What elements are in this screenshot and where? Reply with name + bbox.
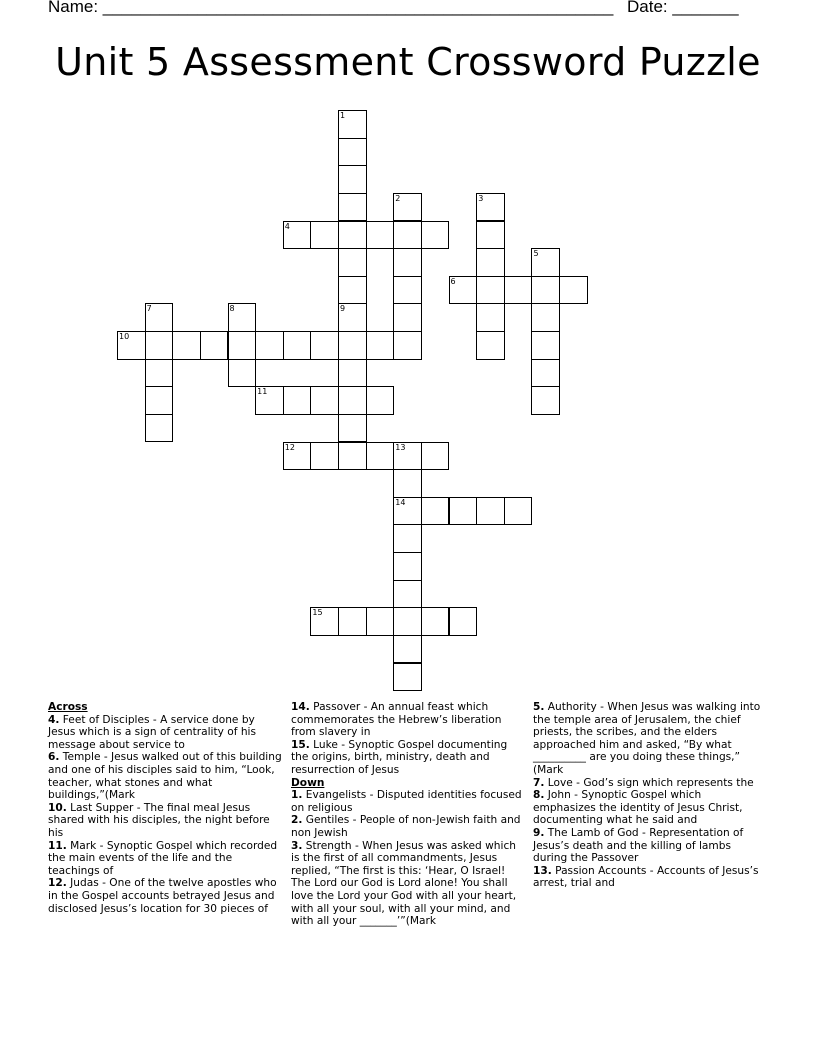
grid-cell[interactable] [338, 331, 367, 360]
grid-cell[interactable] [338, 248, 367, 277]
grid-cell[interactable] [393, 193, 422, 222]
grid-cell[interactable] [393, 607, 422, 636]
clue-number: 4 [284, 221, 290, 231]
clue-number: 9 [340, 304, 346, 314]
grid-cell[interactable] [172, 331, 201, 360]
clue-across-14: 14. Passover - An annual feast which commemorates the Hebrew’s liberation from slavery in [291, 701, 502, 739]
clue-down-1: 1. Evangelists - Disputed identities focused on religious [291, 789, 522, 814]
grid-cell[interactable] [366, 221, 395, 250]
clue-across-10: 10. Last Supper - The final meal Jesus shared with his disciples, the night before his [48, 801, 270, 839]
grid-cell[interactable] [393, 442, 422, 471]
grid-cell[interactable] [393, 552, 422, 581]
name-field-label: Name: ______________________________________________________ [48, 0, 614, 16]
grid-cell[interactable] [338, 193, 367, 222]
grid-cell[interactable] [366, 386, 395, 415]
grid-cell[interactable] [338, 414, 367, 443]
grid-cell[interactable] [421, 497, 450, 526]
grid-cell[interactable] [200, 331, 229, 360]
grid-cell[interactable] [421, 221, 450, 250]
clue-number: 14 [395, 497, 406, 507]
grid-cell[interactable] [228, 303, 257, 332]
clue-number: 10 [119, 332, 130, 342]
grid-cell[interactable] [338, 607, 367, 636]
grid-cell[interactable] [228, 331, 257, 360]
grid-cell[interactable] [255, 331, 284, 360]
grid-cell[interactable] [421, 442, 450, 471]
grid-cell[interactable] [255, 386, 284, 415]
clue-down-13: 13. Passion Accounts - Accounts of Jesus’s arrest, trial and [533, 864, 759, 890]
grid-cell[interactable] [338, 110, 367, 139]
grid-cell[interactable] [393, 635, 422, 664]
grid-cell[interactable] [338, 165, 367, 194]
grid-cell[interactable] [421, 607, 450, 636]
grid-cell[interactable] [393, 303, 422, 332]
grid-cell[interactable] [283, 442, 312, 471]
clue-number: 12 [284, 442, 295, 452]
grid-cell[interactable] [145, 386, 174, 415]
grid-cell[interactable] [338, 442, 367, 471]
grid-cell[interactable] [145, 303, 174, 332]
grid-cell[interactable] [531, 276, 560, 305]
clues-column-2 [291, 701, 523, 928]
clue-number: 11 [257, 387, 268, 397]
clue-number: 5 [533, 249, 539, 259]
grid-cell[interactable] [531, 359, 560, 388]
clue-across-6: 6. Temple - Jesus walked out of this building and one of his disciples said to him, “Look, teacher, what stones and what buildings,”(Mark [48, 751, 282, 802]
grid-cell[interactable] [145, 359, 174, 388]
clue-across-15: 15. Luke - Synoptic Gospel documenting the origins, birth, ministry, death and resurrection of Jesus [291, 738, 508, 776]
grid-cell[interactable] [393, 497, 422, 526]
grid-cell[interactable] [338, 138, 367, 167]
grid-cell[interactable] [476, 276, 505, 305]
grid-cell[interactable] [310, 331, 339, 360]
grid-cell[interactable] [310, 607, 339, 636]
clue-number: 1 [340, 111, 346, 120]
grid-cell[interactable] [393, 331, 422, 360]
down-heading: Down [291, 776, 325, 789]
grid-cell[interactable] [366, 442, 395, 471]
grid-cell[interactable] [283, 386, 312, 415]
grid-cell[interactable] [476, 248, 505, 277]
grid-cell[interactable] [338, 303, 367, 332]
clues-column-3 [533, 701, 765, 890]
grid-cell[interactable] [338, 221, 367, 250]
grid-cell[interactable] [310, 221, 339, 250]
grid-cell[interactable] [283, 331, 312, 360]
grid-cell[interactable] [531, 303, 560, 332]
grid-cell[interactable] [310, 442, 339, 471]
grid-cell[interactable] [366, 607, 395, 636]
clue-number: 3 [478, 193, 484, 203]
clue-number: 13 [395, 442, 406, 452]
grid-cell[interactable] [338, 359, 367, 388]
date-field-label: Date: _______ [627, 0, 739, 16]
clue-down-8: 8. John - Synoptic Gospel which emphasizes the identity of Jesus Christ, documenting what he said and [533, 789, 743, 827]
grid-cell[interactable] [531, 248, 560, 277]
grid-cell[interactable] [531, 386, 560, 415]
grid-cell[interactable] [366, 331, 395, 360]
clue-number: 7 [146, 304, 152, 314]
clue-down-2: 2. Gentiles - People of non-Jewish faith and non Jewish [291, 814, 521, 839]
grid-cell[interactable] [476, 221, 505, 250]
clue-number: 6 [450, 276, 456, 286]
clue-down-3: 3. Strength - When Jesus was asked which is the first of all commandments, Jesus replied, “The first is this: ‘Hear, O Israel! The Lord our God is Lord alone! You shall love the Lord your God with all your heart, with all your soul, with all your mind, and with all your _______’”(Mark [291, 839, 517, 928]
grid-cell[interactable] [476, 497, 505, 526]
grid-cell[interactable] [449, 607, 478, 636]
grid-cell[interactable] [476, 193, 505, 222]
clue-across-11: 11. Mark - Synoptic Gospel which recorded the main events of the life and the teachings of [48, 839, 278, 877]
grid-cell[interactable] [310, 386, 339, 415]
grid-cell[interactable] [338, 386, 367, 415]
grid-cell[interactable] [393, 221, 422, 250]
grid-cell[interactable] [559, 276, 588, 305]
grid-cell[interactable] [393, 663, 422, 692]
grid-cell[interactable] [338, 276, 367, 305]
clue-across-4: 4. Feet of Disciples - A service done by Jesus which is a sign of centrality of his message about service to [48, 713, 257, 751]
grid-cell[interactable] [393, 580, 422, 609]
grid-cell[interactable] [117, 331, 146, 360]
clue-across-12: 12. Judas - One of the twelve apostles who in the Gospel accounts betrayed Jesus and disclosed Jesus’s location for 30 pieces of [48, 877, 277, 915]
grid-cell[interactable] [393, 276, 422, 305]
across-heading: Across [48, 701, 88, 713]
clue-down-9: 9. The Lamb of God - Representation of Jesus’s death and the killing of lambs during the Passover [533, 826, 744, 865]
grid-cell[interactable] [145, 331, 174, 360]
clue-number: 2 [395, 193, 401, 203]
clue-down-5: 5. Authority - When Jesus was walking into the temple area of Jerusalem, the chief priests, the scribes, and the elders approached him and asked, “By what __________ are you doing these things,” (Mark [533, 701, 761, 776]
clues-column-1 [48, 701, 282, 915]
grid-cell[interactable] [531, 331, 560, 360]
clue-number: 15 [312, 608, 323, 618]
clue-down-7: 7. Love - God’s sign which represents the [533, 776, 754, 789]
grid-cell[interactable] [145, 414, 174, 443]
grid-cell[interactable] [228, 359, 257, 388]
grid-cell[interactable] [476, 331, 505, 360]
grid-cell[interactable] [393, 469, 422, 498]
grid-cell[interactable] [504, 497, 533, 526]
grid-cell[interactable] [476, 303, 505, 332]
grid-cell[interactable] [504, 276, 533, 305]
page-title: Unit 5 Assessment Crossword Puzzle [55, 40, 761, 84]
grid-cell[interactable] [283, 221, 312, 250]
clue-number: 8 [229, 304, 235, 314]
grid-cell[interactable] [393, 524, 422, 553]
grid-cell[interactable] [393, 248, 422, 277]
grid-cell[interactable] [449, 276, 478, 305]
grid-cell[interactable] [449, 497, 478, 526]
